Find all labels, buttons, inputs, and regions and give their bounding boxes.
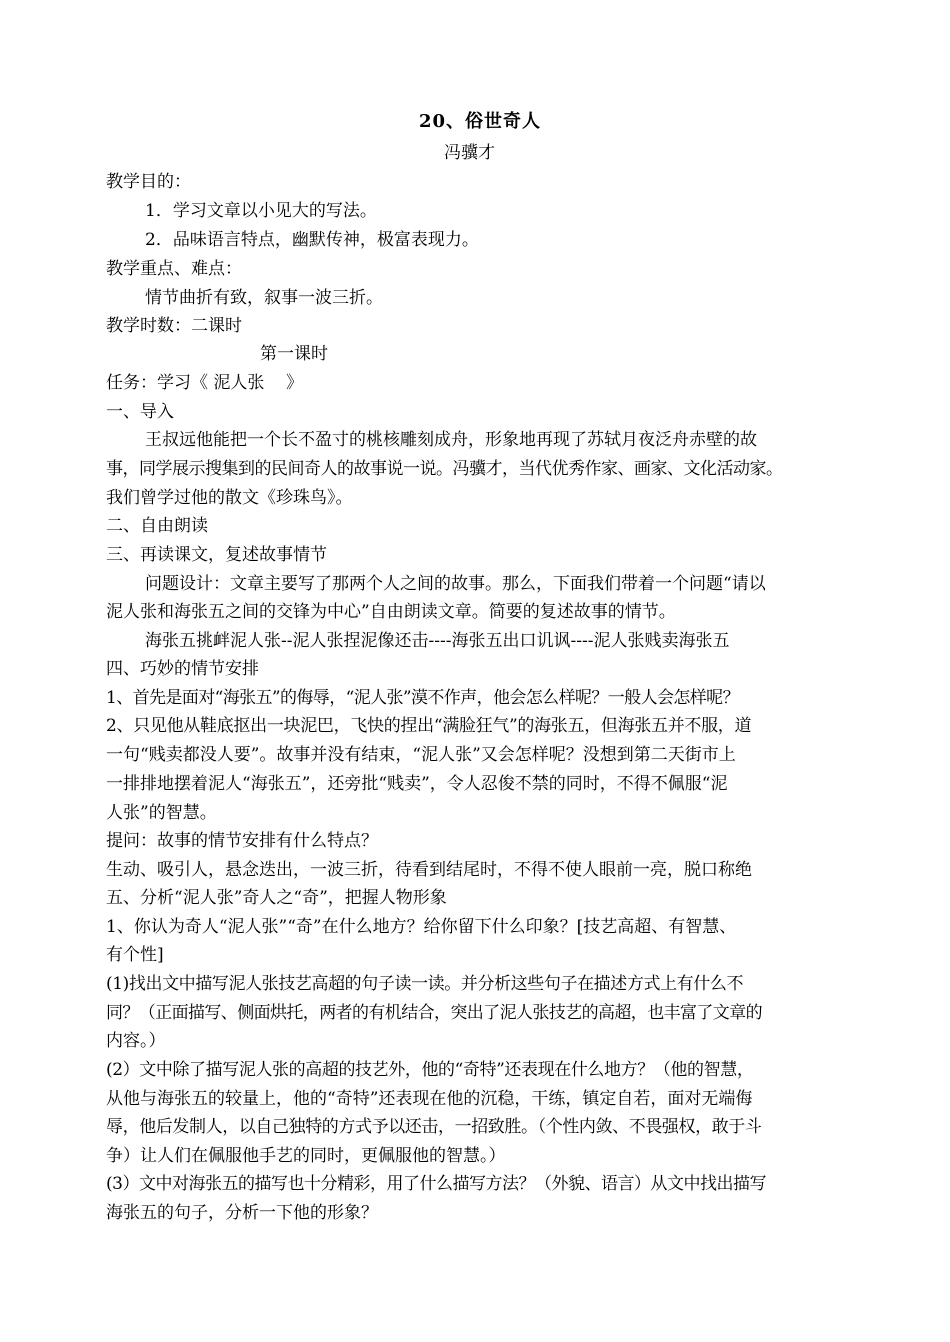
section-heading: 教学时数：二课时 [106, 316, 242, 336]
doc-title: 20、俗世奇人 [419, 111, 542, 132]
list-item: 2．品味语言特点，幽默传神，极富表现力。 [145, 230, 479, 250]
paragraph-line: 海张五的句子，分析一下他的形象？ [106, 1203, 378, 1223]
paragraph-line: 王叔远他能把一个长不盈寸的桃核雕刻成舟，形象地再现了苏轼月夜泛舟赤壁的故 [145, 430, 757, 450]
paragraph-line: (2）文中除了描写泥人张的高超的技艺外，他的“奇特”还表现在什么地方？（他的智慧， [106, 1060, 754, 1080]
paragraph-line: 从他与海张五的较量上，他的“奇特”还表现在他的沉稳，干练，镇定自若，面对无端侮 [106, 1089, 753, 1109]
list-item: 1．学习文章以小见大的写法。 [145, 201, 377, 221]
paragraph-line: 1、首先是面对“海张五”的侮辱，“泥人张”漠不作声，他会怎么样呢？一般人会怎样呢？ [106, 688, 739, 708]
paragraph-line: 泥人张和海张五之间的交锋为中心”自由朗读文章。简要的复述故事的情节。 [106, 602, 676, 622]
section-heading: 五、分析“泥人张”奇人之“奇”，把握人物形象 [106, 888, 447, 908]
task-line: 任务：学习《 泥人张 》 [106, 373, 304, 393]
paragraph-line: 人张”的智慧。 [106, 803, 217, 823]
paragraph-line: (3）文中对海张五的描写也十分精彩，用了什么描写方法？（外貌、语言）从文中找出描写 [106, 1174, 766, 1194]
section-heading: 三、再读课文，复述故事情节 [106, 545, 327, 565]
paragraph-line: 生动、吸引人，悬念迭出，一波三折，待看到结尾时，不得不使人眼前一亮，脱口称绝 [106, 860, 752, 880]
section-heading: 二、自由朗读 [106, 516, 208, 536]
plot-summary-line: 海张五挑衅泥人张--泥人张捏泥像还击----海张五出口讥讽----泥人张贱卖海张五 [145, 631, 730, 651]
section-heading: 一、导入 [106, 402, 174, 422]
doc-author: 冯骥才 [444, 143, 495, 163]
paragraph-line: 问题设计：文章主要写了那两个人之间的故事。那么，下面我们带着一个问题“请以 [145, 574, 766, 594]
paragraph-line: 我们曾学过他的散文《珍珠鸟》。 [106, 488, 353, 508]
paragraph-line: 同？（正面描写、侧面烘托，两者的有机结合，突出了泥人张技艺的高超，也丰富了文章的 [106, 1003, 762, 1023]
paragraph-line: 有个性] [106, 945, 164, 965]
paragraph-line: 争）让人们在佩服他手艺的同时，更佩服他的智慧。） [106, 1146, 506, 1166]
paragraph-line: 内容。） [106, 1031, 166, 1051]
paragraph-line: 一句“贱卖都没人要”。故事并没有结束，“泥人张”又会怎样呢？没想到第二天街市上 [106, 745, 736, 765]
paragraph-line: (1)找出文中描写泥人张技艺高超的句子读一读。并分析这些句子在描述方式上有什么不 [106, 974, 744, 994]
lesson-heading: 第一课时 [260, 344, 328, 364]
paragraph-line: 情节曲折有致，叙事一波三折。 [145, 288, 383, 308]
paragraph-line: 一排排地摆着泥人“海张五”，还旁批“贱卖”，令人忍俊不禁的同时，不得不佩服“泥 [106, 774, 728, 794]
paragraph-line: 1、你认为奇人“泥人张”“奇”在什么地方？给你留下什么印象？[技艺高超、有智慧、 [106, 917, 737, 937]
question-line: 提问：故事的情节安排有什么特点？ [106, 831, 378, 851]
paragraph-line: 2、只见他从鞋底抠出一块泥巴，飞快的捏出“满脸狂气”的海张五，但海张五并不服，道 [106, 716, 752, 736]
paragraph-line: 事，同学展示搜集到的民间奇人的故事说一说。冯骥才，当代优秀作家、画家、文化活动家。 [106, 459, 783, 479]
section-heading: 教学目的： [106, 172, 191, 192]
paragraph-line: 辱，他后发制人，以自己独特的方式予以还击，一招致胜。（个性内敛、不畏强权，敢于斗 [106, 1117, 762, 1137]
section-heading: 教学重点、难点： [106, 259, 242, 279]
section-heading: 四、巧妙的情节安排 [106, 659, 259, 679]
